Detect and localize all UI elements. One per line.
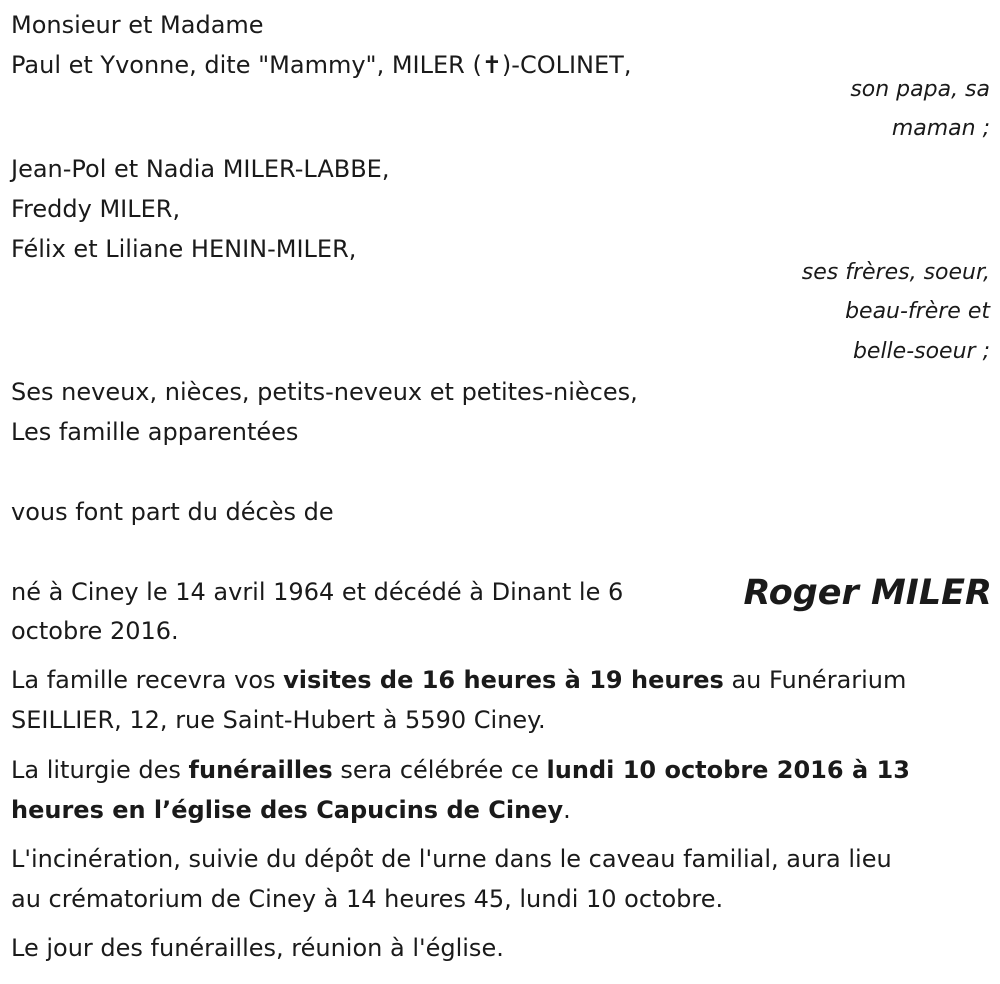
parents-line-2: Paul et Yvonne, dite "Mammy", MILER (✝)-COLINET, (11, 51, 632, 79)
funeral-paragraph (11, 750, 981, 830)
sibling-line-2: Freddy MILER, (11, 195, 181, 223)
funeral-place: heures en l’église des Capucins de Ciney (11, 796, 564, 824)
visits-paragraph (11, 660, 981, 740)
cremation-line-1: L'incinération, suivie du dépôt de l'urne dans le caveau familial, aura lieu (11, 845, 892, 873)
sibling-line-1: Jean-Pol et Nadia MILER-LABBE, (11, 155, 390, 183)
birth-death-line-2: octobre 2016. (11, 617, 179, 645)
siblings-role-1: ses frères, soeur, (801, 260, 990, 285)
cremation-paragraph (11, 839, 981, 919)
others-line-1: Ses neveux, nièces, petits-neveux et petites-nièces, (11, 378, 638, 406)
birth-death-line-1: né à Ciney le 14 avril 1964 et décédé à Dinant le 6 (11, 578, 624, 606)
funeral-text-1: La liturgie des (11, 756, 189, 784)
visits-hours: visites de 16 heures à 19 heures (283, 666, 724, 694)
funeral-date: lundi 10 octobre 2016 à 13 (546, 756, 910, 784)
funeral-word: funérailles (188, 756, 333, 784)
announcement: vous font part du décès de (11, 498, 334, 526)
parents-role-2: maman ; (891, 116, 990, 141)
cremation-line-2: au crématorium de Ciney à 14 heures 45, lundi 10 octobre. (11, 885, 724, 913)
visits-text-2: au Funérarium (723, 666, 907, 694)
funeral-text-3: . (563, 796, 571, 824)
sibling-line-3: Félix et Liliane HENIN-MILER, (11, 235, 357, 263)
others-line-2: Les famille apparentées (11, 418, 299, 446)
reunion-line: Le jour des funérailles, réunion à l'église. (11, 934, 504, 962)
visits-address: SEILLIER, 12, rue Saint-Hubert à 5590 Ciney. (11, 706, 546, 734)
parents-line-1: Monsieur et Madame (11, 11, 264, 39)
siblings-role-3: belle-soeur ; (852, 339, 990, 364)
siblings-role-2: beau-frère et (845, 299, 990, 324)
visits-text-1: La famille recevra vos (11, 666, 284, 694)
parents-role-1: son papa, sa (850, 77, 990, 102)
funeral-text-2: sera célébrée ce (332, 756, 547, 784)
deceased-name: Roger MILER (743, 573, 992, 613)
